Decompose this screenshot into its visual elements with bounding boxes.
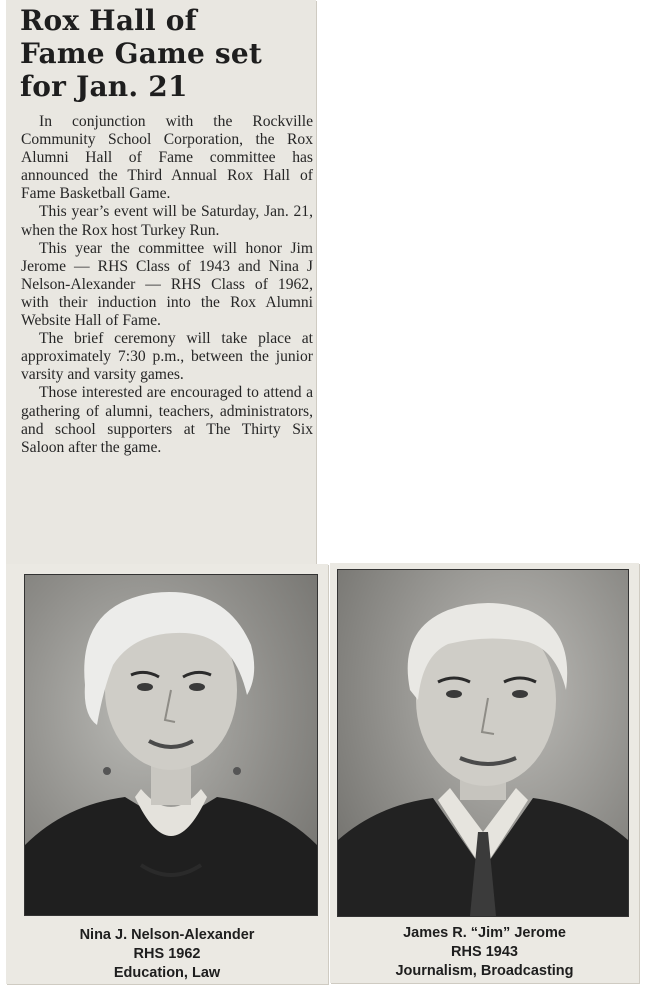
caption-name: Nina J. Nelson-Alexander: [79, 927, 255, 943]
caption-right: [330, 924, 639, 981]
headline: [20, 4, 316, 103]
caption-left: [6, 926, 328, 983]
article-paragraph: This year’s event will be Saturday, Jan. 21, when the Rox host Turkey Run.: [21, 203, 313, 239]
portrait-woman-illustration: [25, 575, 317, 915]
headline-line-1: Rox Hall of: [20, 4, 197, 37]
article-clipping: [6, 0, 316, 575]
photo-clipping-left: [6, 564, 328, 984]
portrait-photo-man: [337, 569, 629, 917]
caption-field: Education, Law: [113, 965, 221, 981]
article-paragraph: The brief ceremony will take place at approximately 7:30 p.m., between the junior varsity and varsity games.: [21, 330, 313, 384]
headline-line-3: for Jan. 21: [20, 70, 188, 103]
caption-class-year: RHS 1943: [451, 944, 518, 960]
caption-field: Journalism, Broadcasting: [395, 963, 574, 979]
headline-line-2: Fame Game set: [20, 37, 263, 70]
portrait-photo-woman: [24, 574, 318, 916]
caption-name: James R. “Jim” Jerome: [403, 925, 566, 941]
article-paragraph: In conjunction with the Rockville Community School Corporation, the Rox Alumni Hall of Fame committee has announced the Third Annual Rox Hall of Fame Basketball Game.: [21, 113, 313, 203]
article-body: [21, 113, 313, 457]
article-paragraph: This year the committee will honor Jim Jerome — RHS Class of 1943 and Nina J Nelson-Alexander — RHS Class of 1962, with their induction into the Rox Alumni Website Hall of Fame.: [21, 239, 313, 330]
photo-clipping-right: [330, 563, 639, 983]
portrait-man-illustration: [338, 570, 628, 916]
caption-class-year: RHS 1962: [133, 946, 201, 962]
article-paragraph: Those interested are encouraged to attend a gathering of alumni, teachers, administrators, and school supporters at The Thirty Six Saloon after the game.: [21, 384, 313, 456]
